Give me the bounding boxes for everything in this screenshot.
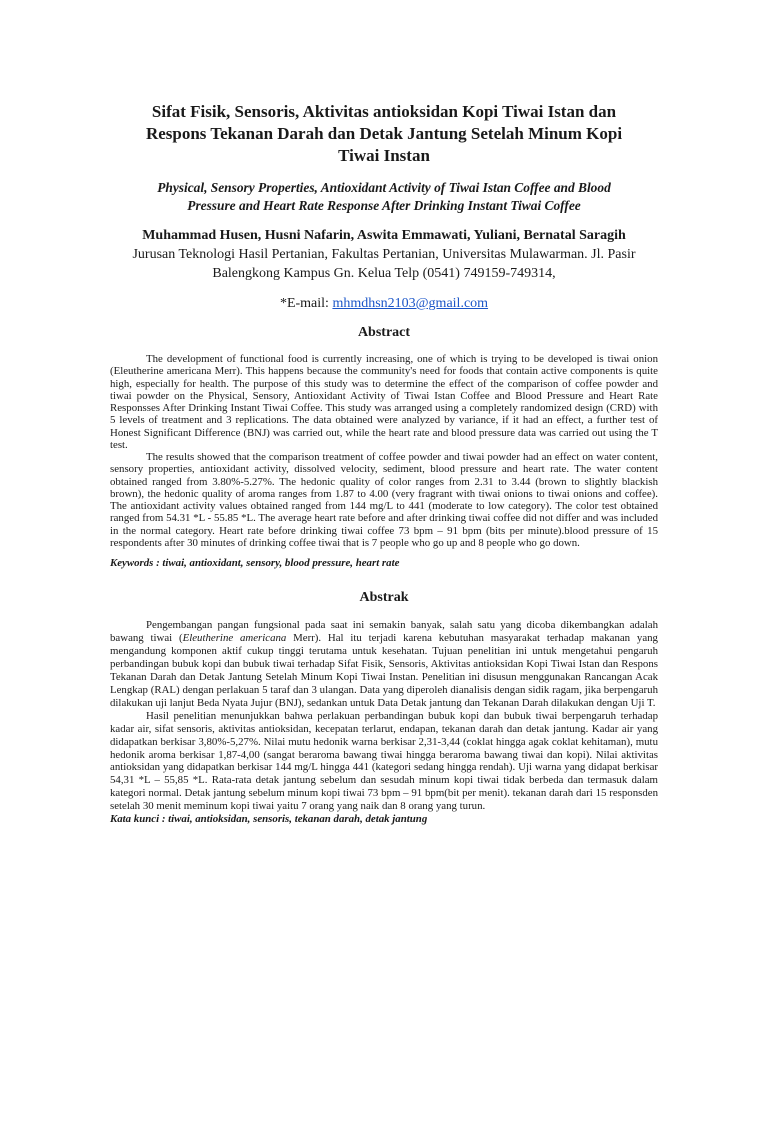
abstract-body (110, 353, 658, 549)
title-line: Respons Tekanan Darah dan Detak Jantung Setelah Minum Kopi (145, 124, 623, 143)
email-line (110, 295, 658, 313)
abstract-paragraph: The results showed that the comparison treatment of coffee powder and tiwai powder had an effect on water content, sensory properties, antioxidant activity, dissolved velocity, sediment, blood pressure and heart rate. The water content obtained ranged from 3.80%-5.27%. The hedonic quality of color ranges from 2.31 to 3.44 (brown to slightly blackish brown), the hedonic quality of aroma ranges from 1.87 to 4.00 (very fragrant with tiwai onions to tiwai onions and coffee). The antioxidant activity values obtained ranged from 144 mg/L to 441 (moderate to low category). The color test obtained ranged from 54.31 *L - 55.85 *L. The average heart rate before and after drinking tiwai coffee did not differ and was included in the normal category. Heart rate before drinking tiwai coffee 73 bpm – 91 bpm (bits per minute).blood pressure of 15 respondents after 30 minutes of drinking coffee tiwai that is 7 people who go up and 8 people who go down. (110, 451, 658, 549)
title-line: Sifat Fisik, Sensoris, Aktivitas antioksidan Kopi Tiwai Istan dan (151, 102, 617, 121)
subtitle-line: Physical, Sensory Properties, Antioxidant Activity of Tiwai Istan Coffee and Blood (157, 180, 611, 195)
abstract-heading: Abstract (357, 325, 411, 340)
affiliation-line: Jurusan Teknologi Hasil Pertanian, Fakultas Pertanian, Universitas Mulawarman. Jl. Pasir (132, 247, 636, 262)
subtitle-line: Pressure and Heart Rate Response After Drinking Instant Tiwai Coffee (187, 198, 581, 213)
title-line: Tiwai Instan (338, 146, 430, 165)
abstrak-heading: Abstrak (359, 590, 409, 605)
paper-title-english (110, 179, 658, 215)
abstrak-body (110, 619, 658, 813)
abstrak-paragraph (110, 619, 658, 710)
abstrak-paragraph: Hasil penelitian menunjukkan bahwa perlakuan perbandingan bubuk kopi dan bubuk tiwai berpengaruh terhadap kadar air, sifat sensoris, aktivitas antioksidan, kecepatan terlarut, endapan, tekanan darah dan detak jantung. Kadar air yang didapatkan berkisar 3,80%-5,27%. Nilai mutu hedonik warna berkisar 2,31-3,44 (coklat hingga agak coklat kehitaman), mutu hedonik aroma berkisar 1,87-4,00 (sangat beraroma bawang tiwai hingga beraroma bawang tiwai dan kopi). Nilai aktivitas antioksidan yang didapatkan berkisar 144 mg/L hingga 441 (kategori sedang hingga rendah). Uji warna yang didapat berkisar 54,31 *L – 55,85 *L. Rata-rata detak jantung sebelum dan sesudah minum kopi tiwai tidak berbeda dan termasuk dalam kategori normal. Detak jantung sebelum minum kopi tiwai 73 bpm – 91 bpm(bit per menit). tekanan darah dari 15 responsden setelah 30 menit meminum kopi tiwai yaitu 7 orang yang naik dan 8 orang yang turun. (110, 709, 658, 813)
affiliation (110, 245, 658, 283)
abstract-paragraph: The development of functional food is currently increasing, one of which is trying to be developed is tiwai onion (Eleutherine americana Merr). This happens because the community's need for foods that contain active components is quite high, especially for health. The purpose of this study was to determine the effect of the comparison of coffee powder and tiwai powder on the Physical, Sensory, Antioxidant Activity of Tiwai Istan Coffee and Blood Pressure and Heart Rate Responsses After Drinking Instant Tiwai Coffee. This study was arranged using a completely randomized design (CRD) with 5 levels of treatment and 3 replications. The data obtained were analyzed by variance, if it had an effect, a further test of Honest Significant Difference (BNJ) was carried out, while the heart rate and blood pressure data was carried out using the T test. (110, 353, 658, 451)
paper-page (0, 101, 768, 1125)
email-link[interactable]: mhmdhsn2103@gmail.com (332, 296, 489, 311)
email-label: *E-mail: (279, 296, 333, 311)
species-name: Eleutherine americana (182, 631, 287, 644)
keywords: Keywords : tiwai, antioxidant, sensory, blood pressure, heart rate (110, 557, 400, 569)
paper-title (110, 101, 658, 167)
author-list: Muhammad Husen, Husni Nafarin, Aswita Emmawati, Yuliani, Bernatal Saragih (142, 228, 626, 243)
kata-kunci: Kata kunci : tiwai, antioksidan, sensoris, tekanan darah, detak jantung (110, 813, 428, 826)
affiliation-line: Balengkong Kampus Gn. Kelua Telp (0541) 749159-749314, (212, 266, 556, 281)
abstrak-text: Pengembangan pangan fungsional pada saat ini semakin banyak, salah satu yang dicoba dikembangkan adalah bawang tiwai ( (110, 619, 658, 644)
abstrak-text: Merr). Hal itu terjadi karena kebutuhan masyarakat terhadap makanan yang mengandung komponen aktif cukup tinggi terutama untuk kesehatan. Tujuan penelitian ini untuk mengetahui pengaruh perbandingan bubuk kopi dan bubuk tiwai terhadap Sifat Fisik, Sensoris, Aktivitas antioksidan Kopi Tiwai Istan dan Respons Tekanan Darah dan Detak Jantung Setelah Minum Kopi Tiwai Instan. Penelitian ini disusun menggunakan Rancangan Acak Lengkap (RAL) dengan perlakuan 5 taraf dan 3 ulangan. Data yang diperoleh dianalisis dengan sidik ragam, jika berpengaruh dilakukan uji lanjut Beda Nyata Jujur (BNJ), sedankan untuk Data Detak jantung dan Tekanan Darah dilakukan dengan Uji T. (110, 631, 658, 709)
